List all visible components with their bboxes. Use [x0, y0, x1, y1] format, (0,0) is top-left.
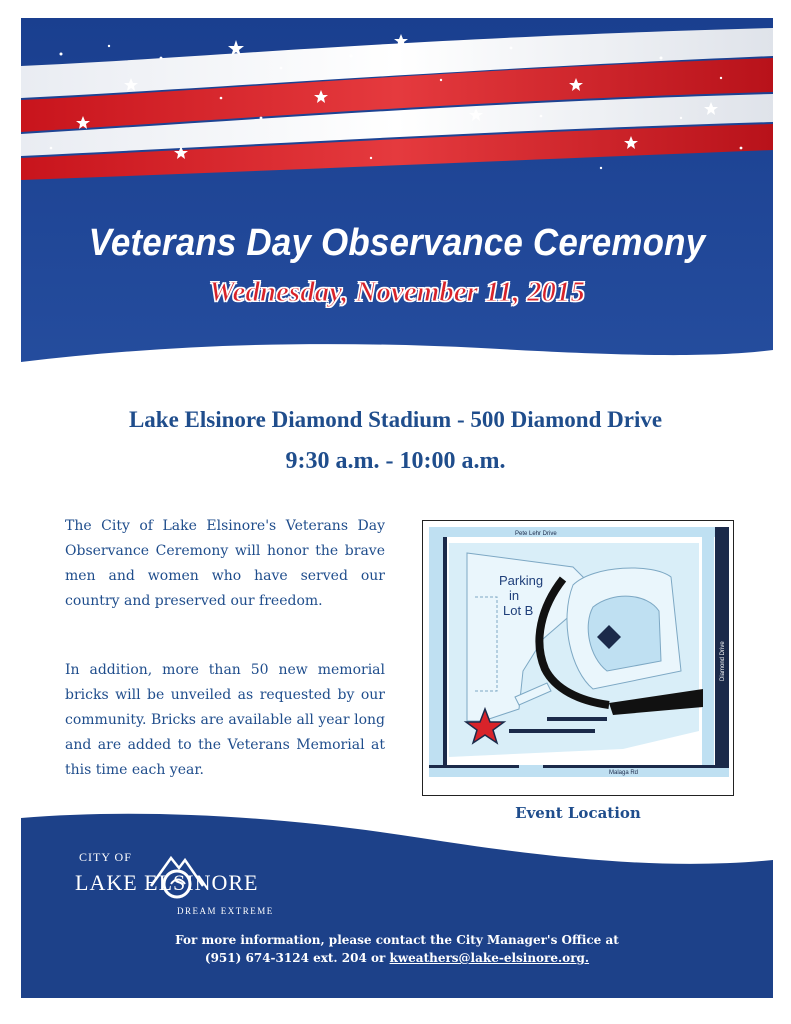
bricks-paragraph: In addition, more than 50 new memorial bricks will be unveiled as requested by our community. Bricks are available all year long and are added to the Veterans Memorial at this time each year. [65, 662, 385, 778]
description-paragraph: The City of Lake Elsinore's Veterans Day Observance Ceremony will honor the brave men and women who have served our country and preserved our freedom. [65, 518, 385, 609]
logo-city-text: CITY OF [79, 850, 132, 864]
event-location-map [422, 520, 734, 796]
header-banner [21, 18, 773, 380]
contact-phone: (951) 674-3124 ext. 204 or [204, 951, 390, 965]
event-venue: Lake Elsinore Diamond Stadium - 500 Diamond Drive [128, 407, 663, 432]
logo-tagline: DREAM EXTREME [177, 906, 274, 916]
event-date: Wednesday, November 11, 2015 [208, 276, 586, 308]
footer-banner [21, 808, 773, 998]
event-time: 9:30 a.m. - 10:00 a.m. [285, 448, 506, 474]
road-label-right: Diamond Drive [720, 641, 726, 681]
parking-label-line1: Parking [499, 573, 544, 588]
contact-email-link[interactable]: kweathers@lake-elsinore.org. [389, 951, 590, 965]
road-label-bottom: Malaga Rd [609, 770, 639, 776]
road-label-top: Pete Lehr Drive [515, 531, 557, 537]
contact-line-2 [21, 951, 773, 965]
logo-name-text: LAKE ELSINORE [75, 870, 259, 895]
parking-label-line2: in [509, 588, 520, 603]
contact-line-1: For more information, please contact the City Manager's Office at [175, 933, 619, 947]
parking-label-line3: Lot B [503, 603, 534, 618]
event-title: Veterans Day Observance Ceremony [88, 222, 706, 264]
city-logo [73, 842, 283, 926]
map-caption: Event Location [515, 804, 641, 822]
flag-banner-graphic [21, 18, 773, 380]
stadium-map-graphic [423, 521, 732, 794]
